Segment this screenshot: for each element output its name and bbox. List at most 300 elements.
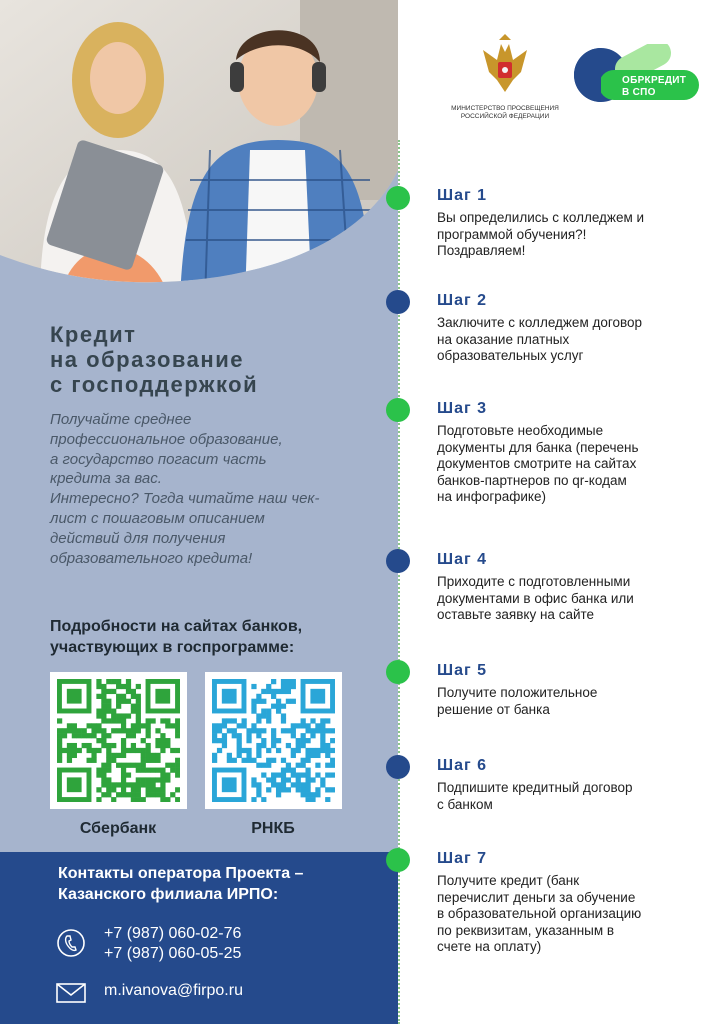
qr-module [77, 748, 82, 753]
qr-module [106, 704, 111, 709]
qr-module [136, 777, 141, 782]
qr-module [296, 738, 301, 743]
qr-module [305, 748, 310, 753]
qr-module [212, 728, 217, 733]
qr-module [82, 733, 87, 738]
qr-module [101, 694, 106, 699]
qr-module [251, 797, 256, 802]
qr-module [330, 738, 335, 743]
qr-module [320, 782, 325, 787]
step-line: Получите кредит (банк [437, 873, 580, 888]
qr-module [67, 753, 72, 758]
qr-module [160, 738, 165, 743]
qr-module [106, 763, 111, 768]
qr-module [111, 758, 116, 763]
qr-module [111, 797, 116, 802]
qr-module [291, 733, 296, 738]
qr-module [121, 753, 126, 758]
step-2 [437, 292, 707, 365]
sberbank-label: Сбербанк [79, 820, 157, 837]
qr-module [146, 723, 151, 728]
rnkb-qr-code[interactable] [205, 672, 342, 809]
qr-finder [310, 689, 325, 704]
qr-module [232, 733, 237, 738]
qr-module [121, 792, 126, 797]
qr-module [87, 748, 92, 753]
qr-module [320, 723, 325, 728]
qr-module [237, 723, 242, 728]
qr-module [276, 792, 281, 797]
qr-module [96, 768, 101, 773]
qr-module [82, 728, 87, 733]
qr-module [315, 763, 320, 768]
qr-module [276, 782, 281, 787]
qr-module [330, 763, 335, 768]
qr-module [175, 763, 180, 768]
qr-module [91, 733, 96, 738]
qr-module [256, 694, 261, 699]
qr-module [106, 743, 111, 748]
qr-module [246, 748, 251, 753]
qr-module [266, 787, 271, 792]
contacts-block [0, 852, 398, 1024]
email-link[interactable]: m.ivanova@firpo.ru [104, 982, 243, 999]
qr-module [146, 743, 151, 748]
qr-pattern [57, 679, 180, 802]
step-line: Приходите с подготовленными [437, 574, 631, 589]
qr-module [121, 699, 126, 704]
qr-pattern [212, 679, 335, 802]
qr-module [227, 753, 232, 758]
step-3 [437, 400, 707, 506]
qr-module [276, 704, 281, 709]
qr-module [121, 748, 126, 753]
intro-line: Интересно? Тогда читайте наш чек- [50, 490, 320, 508]
qr-module [101, 743, 106, 748]
qr-module [121, 684, 126, 689]
qr-module [301, 782, 306, 787]
qr-module [106, 709, 111, 714]
qr-module [96, 738, 101, 743]
timeline-line [398, 140, 400, 1024]
step-line: документами в офис банка или [437, 590, 634, 606]
qr-module [291, 782, 296, 787]
step-title: Шаг 3 [437, 400, 487, 417]
qr-module [212, 738, 217, 743]
qr-module [136, 718, 141, 723]
qr-module [165, 738, 170, 743]
qr-module [325, 787, 330, 792]
intro-line: лист с пошаговым описанием [50, 509, 265, 527]
qr-module [101, 728, 106, 733]
qr-module [96, 679, 101, 684]
qr-module [155, 728, 160, 733]
phone-number[interactable]: +7 (987) 060-05-25 [104, 945, 242, 962]
qr-module [106, 787, 111, 792]
qr-module [111, 787, 116, 792]
qr-module [165, 772, 170, 777]
qr-module [256, 753, 261, 758]
qr-module [301, 772, 306, 777]
qr-module [116, 699, 121, 704]
qr-finder [222, 777, 237, 792]
qr-module [146, 768, 151, 773]
qr-module [101, 768, 106, 773]
qr-module [175, 718, 180, 723]
qr-module [146, 758, 151, 763]
qr-module [165, 777, 170, 782]
step-4-marker [386, 549, 410, 573]
qr-module [111, 782, 116, 787]
qr-module [261, 689, 266, 694]
qr-module [256, 782, 261, 787]
qr-module [281, 704, 286, 709]
qr-module [305, 738, 310, 743]
contacts-title-line: Казанского филиала ИРПО: [58, 886, 279, 903]
qr-module [271, 694, 276, 699]
qr-module [77, 733, 82, 738]
qr-module [246, 738, 251, 743]
qr-module [146, 753, 151, 758]
qr-module [160, 768, 165, 773]
qr-module [175, 748, 180, 753]
qr-module [256, 728, 261, 733]
qr-module [237, 743, 242, 748]
qr-module [106, 792, 111, 797]
qr-module [325, 763, 330, 768]
qr-module [251, 782, 256, 787]
qr-module [150, 758, 155, 763]
step-title: Шаг 2 [437, 292, 487, 309]
qr-module [256, 699, 261, 704]
qr-module [101, 689, 106, 694]
qr-module [101, 763, 106, 768]
qr-module [136, 713, 141, 718]
step-5-marker [386, 660, 410, 684]
qr-module [131, 748, 136, 753]
qr-module [305, 797, 310, 802]
qr-module [57, 748, 62, 753]
qr-module [291, 679, 296, 684]
sberbank-qr-code[interactable] [50, 672, 187, 809]
qr-module [131, 723, 136, 728]
qr-module [320, 777, 325, 782]
qr-module [286, 684, 291, 689]
qr-module [96, 797, 101, 802]
step-line: оставьте заявку на сайте [437, 607, 595, 622]
qr-module [155, 753, 160, 758]
intro-line: действий для получения [50, 529, 226, 547]
intro-line: кредита за вас. [50, 470, 162, 488]
qr-module [165, 797, 170, 802]
qr-module [325, 753, 330, 758]
qr-module [121, 782, 126, 787]
qr-module [165, 743, 170, 748]
qr-module [160, 733, 165, 738]
qr-module [155, 758, 160, 763]
step-line: Подготовьте необходимые [437, 423, 604, 438]
step-line: решение от банка [437, 701, 550, 717]
qr-module [227, 758, 232, 763]
qr-module [281, 718, 286, 723]
qr-module [121, 768, 126, 773]
qr-module [271, 704, 276, 709]
qr-module [106, 748, 111, 753]
qr-module [165, 763, 170, 768]
qr-module [116, 694, 121, 699]
qr-module [87, 723, 92, 728]
step-line: Вы определились с колледжем и [437, 210, 645, 225]
qr-module [237, 733, 242, 738]
qr-module [281, 768, 286, 773]
qr-module [175, 758, 180, 763]
qr-module [256, 792, 261, 797]
qr-module [170, 768, 175, 773]
qr-module [67, 748, 72, 753]
qr-module [131, 787, 136, 792]
qr-module [160, 782, 165, 787]
qr-module [296, 772, 301, 777]
qr-module [256, 718, 261, 723]
qr-module [281, 787, 286, 792]
qr-module [217, 723, 222, 728]
qr-module [57, 733, 62, 738]
qr-module [266, 684, 271, 689]
step-line: по реквизитам, указанным в [437, 922, 615, 938]
qr-module [256, 763, 261, 768]
qr-module [256, 743, 261, 748]
qr-module [141, 758, 146, 763]
qr-module [165, 723, 170, 728]
qr-module [286, 699, 291, 704]
qr-module [141, 768, 146, 773]
qr-module [315, 753, 320, 758]
qr-module [160, 748, 165, 753]
contacts-title-line: Контакты оператора Проекта – [58, 865, 304, 882]
phone-icon [56, 928, 86, 958]
qr-module [136, 709, 141, 714]
qr-module [126, 679, 131, 684]
step-line: банков-партнеров по qr-кодам [437, 472, 627, 488]
qr-module [170, 723, 175, 728]
qr-module [251, 699, 256, 704]
qr-module [242, 718, 247, 723]
qr-module [126, 713, 131, 718]
qr-module [175, 733, 180, 738]
qr-module [296, 723, 301, 728]
qr-module [155, 792, 160, 797]
step-title: Шаг 5 [437, 662, 487, 679]
qr-module [96, 709, 101, 714]
qr-module [212, 753, 217, 758]
qr-module [301, 792, 306, 797]
qr-module [126, 748, 131, 753]
qr-module [261, 763, 266, 768]
qr-module [62, 733, 67, 738]
qr-module [266, 709, 271, 714]
qr-module [310, 733, 315, 738]
qr-module [170, 792, 175, 797]
qr-module [261, 743, 266, 748]
qr-module [126, 763, 131, 768]
phone-number[interactable]: +7 (987) 060-02-76 [104, 925, 242, 942]
qr-module [136, 797, 141, 802]
qr-module [261, 713, 266, 718]
step-6-marker [386, 755, 410, 779]
mail-icon [56, 983, 86, 1003]
qr-module [96, 787, 101, 792]
qr-module [325, 718, 330, 723]
qr-module [96, 684, 101, 689]
qr-module [296, 763, 301, 768]
qr-module [281, 782, 286, 787]
qr-module [291, 768, 296, 773]
qr-module [305, 787, 310, 792]
qr-module [57, 758, 62, 763]
qr-module [146, 777, 151, 782]
step-line: программой обучения?! [437, 226, 587, 242]
step-text [437, 574, 707, 624]
qr-module [276, 689, 281, 694]
qr-module [146, 782, 151, 787]
qr-module [296, 787, 301, 792]
qr-module [330, 748, 335, 753]
qr-module [266, 763, 271, 768]
qr-module [276, 699, 281, 704]
qr-module [246, 733, 251, 738]
qr-module [310, 792, 315, 797]
qr-module [150, 777, 155, 782]
qr-module [57, 728, 62, 733]
step-line: на оказание платных [437, 331, 570, 347]
qr-module [155, 738, 160, 743]
qr-module [62, 748, 67, 753]
qr-module [286, 728, 291, 733]
qr-module [136, 782, 141, 787]
qr-module [106, 758, 111, 763]
qr-module [281, 758, 286, 763]
step-text [437, 423, 707, 506]
qr-module [131, 709, 136, 714]
qr-module [106, 699, 111, 704]
qr-module [175, 787, 180, 792]
qr-module [136, 723, 141, 728]
qr-module [246, 758, 251, 763]
qr-module [155, 768, 160, 773]
qr-module [325, 748, 330, 753]
qr-module [310, 728, 315, 733]
qr-module [101, 704, 106, 709]
qr-module [126, 684, 131, 689]
qr-module [305, 758, 310, 763]
qr-module [67, 728, 72, 733]
qr-module [276, 748, 281, 753]
qr-module [136, 704, 141, 709]
qr-module [276, 738, 281, 743]
step-title: Шаг 6 [437, 757, 487, 774]
qr-module [315, 728, 320, 733]
qr-module [146, 748, 151, 753]
qr-module [325, 743, 330, 748]
qr-module [301, 763, 306, 768]
qr-module [227, 728, 232, 733]
phone-numbers [104, 924, 241, 964]
qr-module [111, 713, 116, 718]
intro-line: профессиональное образование, [50, 430, 283, 448]
qr-module [111, 753, 116, 758]
qr-module [126, 699, 131, 704]
qr-module [325, 797, 330, 802]
qr-module [261, 772, 266, 777]
qr-module [72, 723, 77, 728]
banks-title-line: Подробности на сайтах банков, [50, 618, 303, 635]
qr-module [301, 743, 306, 748]
qr-module [175, 728, 180, 733]
qr-module [101, 699, 106, 704]
qr-module [281, 679, 286, 684]
qr-module [131, 782, 136, 787]
qr-module [271, 689, 276, 694]
qr-module [286, 743, 291, 748]
step-line: Подпишите кредитный договор [437, 780, 633, 795]
qr-module [67, 723, 72, 728]
qr-module [101, 709, 106, 714]
qr-module [116, 713, 121, 718]
qr-module [251, 758, 256, 763]
ministry-name-line: МИНИСТЕРСТВО ПРОСВЕЩЕНИЯ [451, 105, 559, 112]
qr-module [271, 743, 276, 748]
qr-module [256, 748, 261, 753]
qr-module [237, 748, 242, 753]
headline-line: Кредит [50, 322, 137, 347]
qr-module [281, 713, 286, 718]
qr-module [67, 758, 72, 763]
qr-module [91, 758, 96, 763]
qr-module [330, 728, 335, 733]
qr-module [170, 748, 175, 753]
qr-module [101, 684, 106, 689]
qr-module [136, 684, 141, 689]
qr-module [146, 718, 151, 723]
headline [50, 322, 380, 397]
qr-module [305, 768, 310, 773]
qr-module [242, 748, 247, 753]
step-line: Поздравляем! [437, 243, 526, 258]
qr-module [57, 738, 62, 743]
qr-module [136, 694, 141, 699]
qr-module [160, 743, 165, 748]
qr-module [266, 748, 271, 753]
qr-module [126, 689, 131, 694]
qr-module [136, 763, 141, 768]
qr-module [136, 768, 141, 773]
qr-module [281, 689, 286, 694]
intro-text [50, 410, 380, 568]
qr-module [296, 777, 301, 782]
qr-module [111, 718, 116, 723]
intro-line: Получайте среднее [50, 411, 192, 428]
qr-module [315, 772, 320, 777]
qr-module [217, 738, 222, 743]
qr-module [131, 728, 136, 733]
qr-module [227, 718, 232, 723]
qr-module [126, 733, 131, 738]
qr-module [106, 777, 111, 782]
qr-module [301, 787, 306, 792]
step-text [437, 685, 707, 718]
qr-module [131, 797, 136, 802]
qr-module [116, 763, 121, 768]
